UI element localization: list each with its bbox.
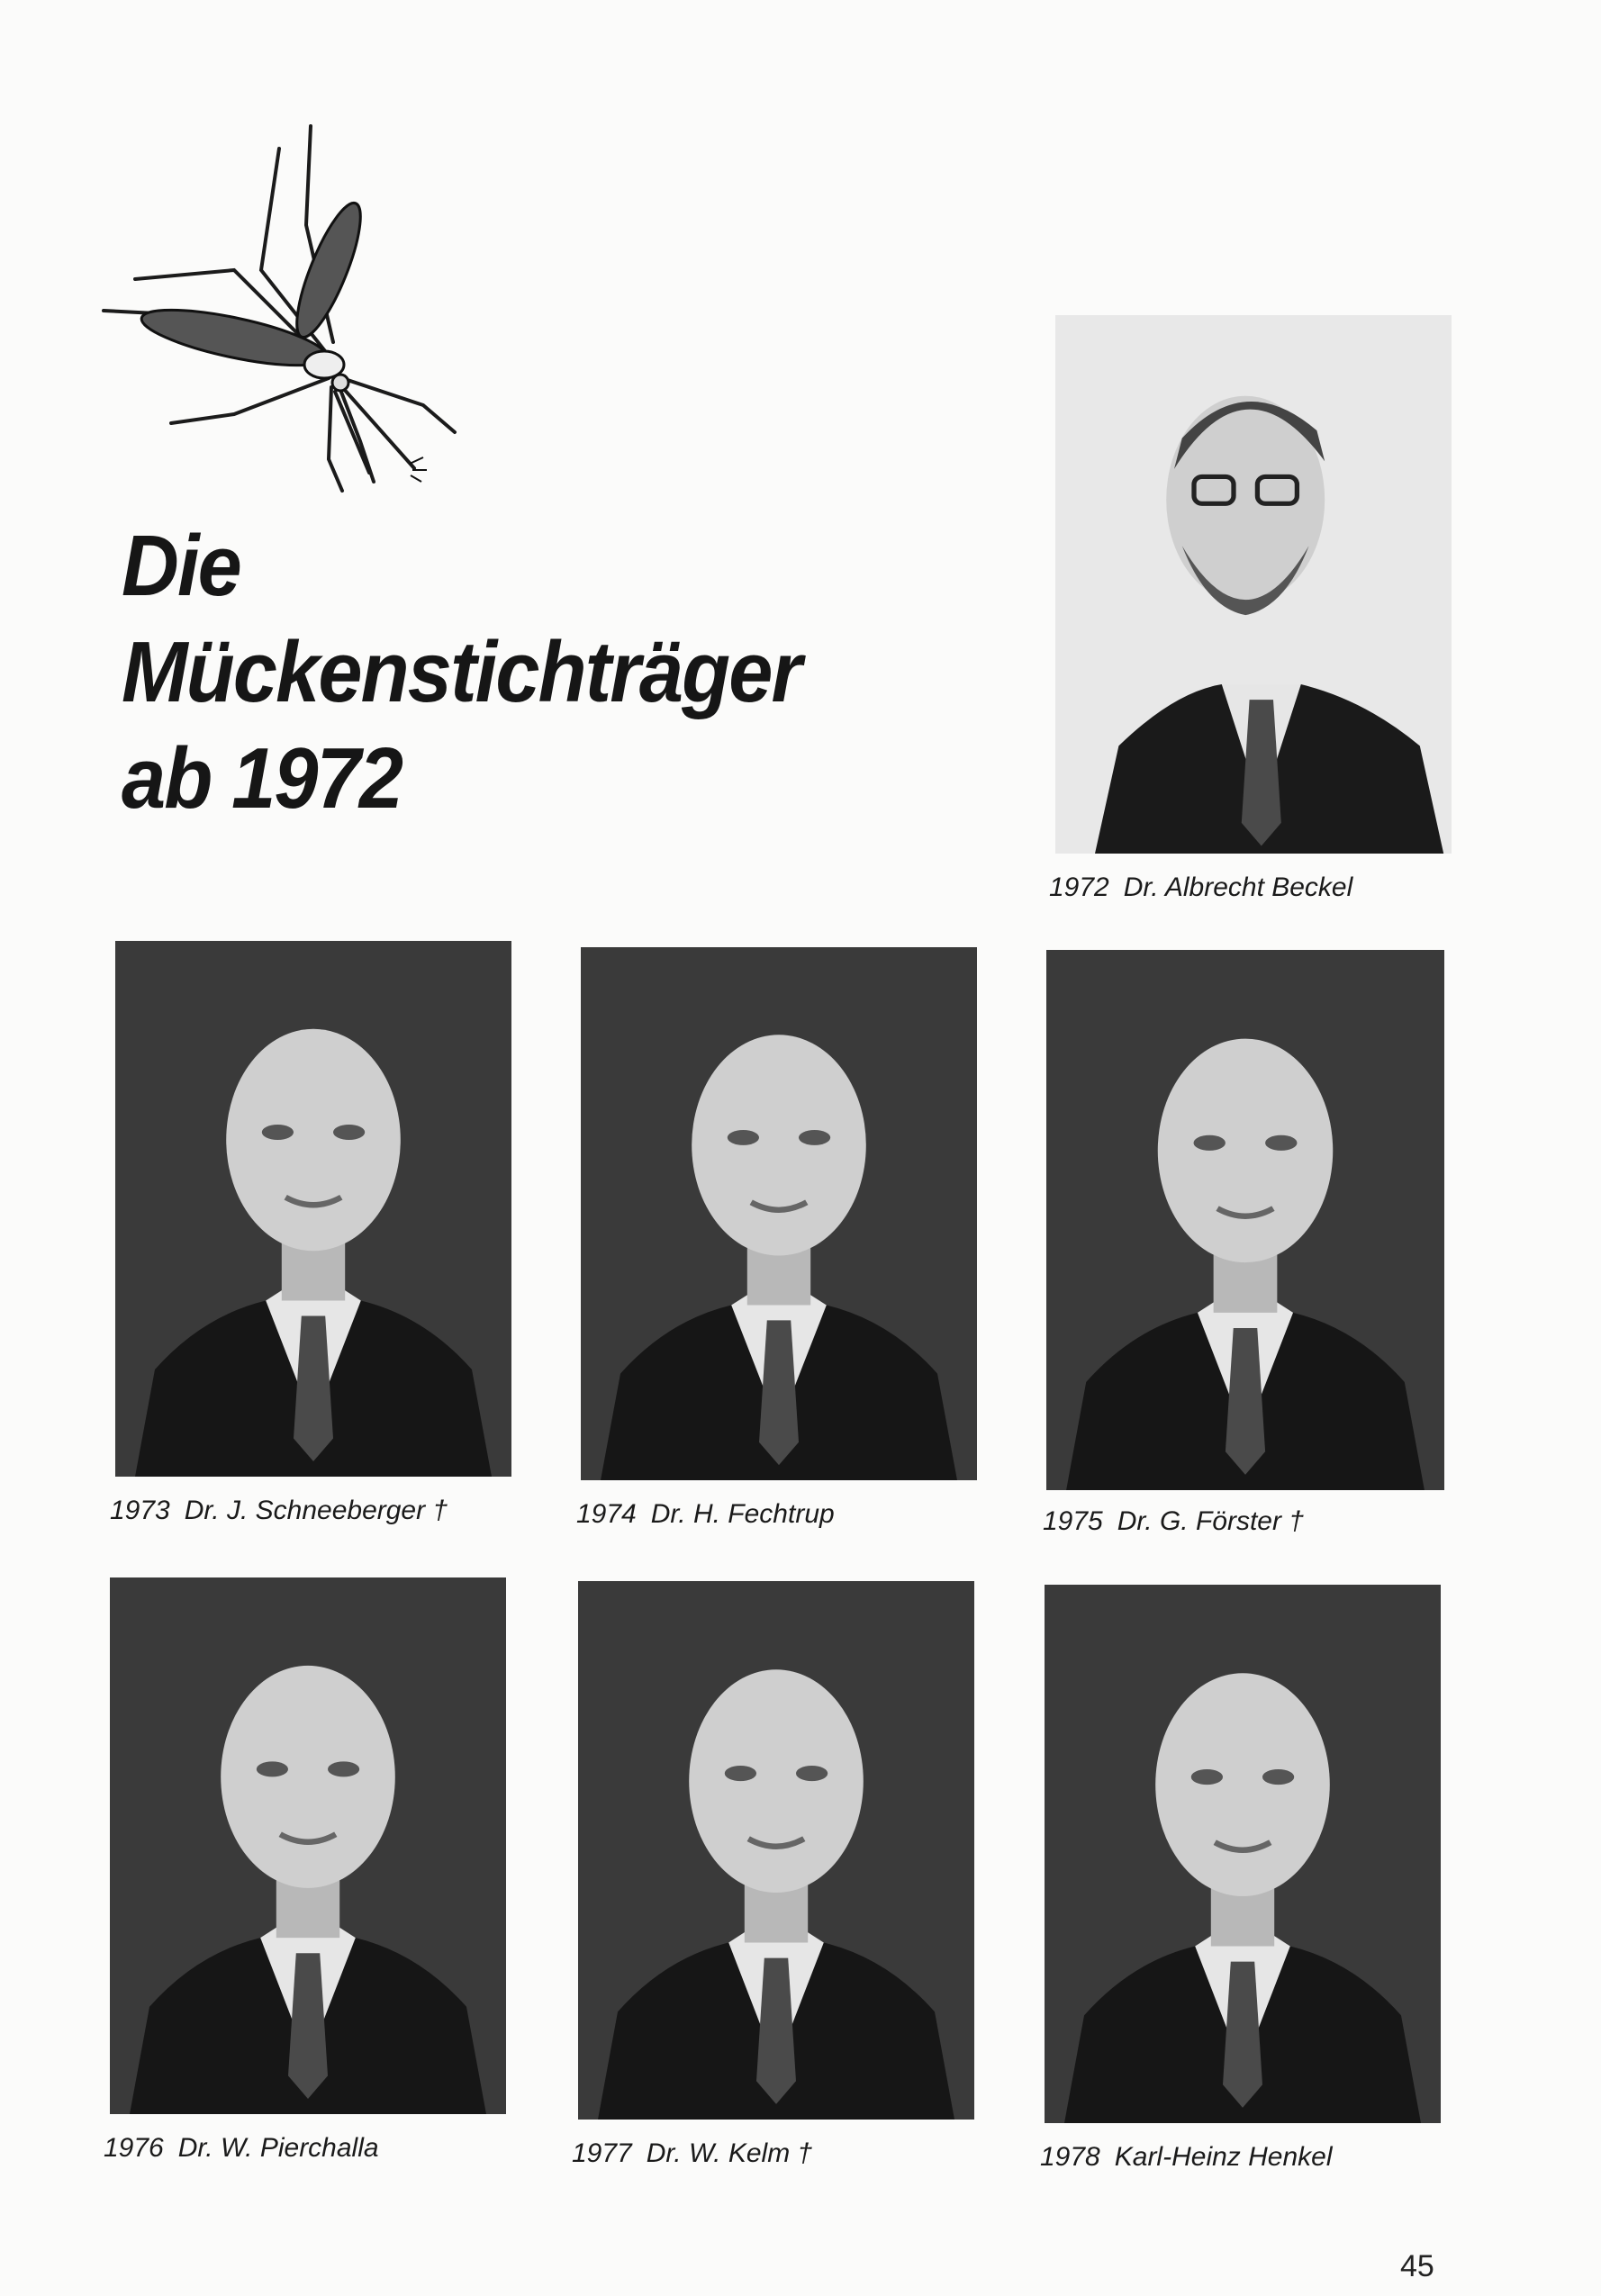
- portrait-photo-1977: [578, 1581, 974, 2120]
- caption-name: Dr. Albrecht Beckel: [1123, 872, 1353, 902]
- caption-year: 1978: [1040, 2142, 1100, 2172]
- portrait-caption-1973: [110, 1495, 448, 1527]
- portrait-image: [110, 1577, 506, 2114]
- caption-year: 1976: [104, 2133, 164, 2163]
- portrait-caption-1972: [1049, 872, 1352, 904]
- deceased-mark: †: [1289, 1506, 1305, 1536]
- page-number: 45: [1400, 2249, 1434, 2283]
- portrait-photo-1974: [581, 947, 977, 1480]
- caption-name: Dr. H. Fechtrup: [650, 1499, 835, 1529]
- portrait-photo-1975: [1046, 950, 1444, 1490]
- portrait-photo-1976: [110, 1577, 506, 2114]
- caption-year: 1974: [576, 1499, 637, 1529]
- caption-year: 1975: [1043, 1506, 1103, 1536]
- page-title: [122, 513, 800, 832]
- portrait-image: [578, 1581, 974, 2120]
- title-line-1: Die: [122, 518, 240, 614]
- portrait-image: [1055, 315, 1452, 854]
- portrait-image: [1046, 950, 1444, 1490]
- portrait-caption-1976: [104, 2132, 379, 2165]
- portrait-caption-1978: [1040, 2141, 1333, 2174]
- portrait-caption-1977: [572, 2138, 812, 2170]
- portrait-image: [115, 941, 511, 1477]
- title-line-3: ab 1972: [122, 730, 403, 827]
- portrait-caption-1974: [576, 1498, 835, 1531]
- caption-name: Dr. W. Kelm: [646, 2138, 791, 2168]
- caption-name: Dr. W. Pierchalla: [177, 2133, 379, 2163]
- portrait-image: [1045, 1585, 1441, 2123]
- deceased-mark: †: [797, 2138, 813, 2168]
- mosquito-icon: [99, 117, 477, 504]
- portrait-photo-1978: [1045, 1585, 1441, 2123]
- portrait-photo-1973: [115, 941, 511, 1477]
- portrait-photo-1972: [1055, 315, 1452, 854]
- caption-year: 1977: [572, 2138, 632, 2168]
- title-line-2: Mückenstichträger: [122, 624, 801, 720]
- deceased-mark: †: [432, 1496, 448, 1525]
- caption-year: 1973: [110, 1496, 170, 1525]
- caption-name: Dr. J. Schneeberger: [184, 1496, 426, 1525]
- caption-name: Karl-Heinz Henkel: [1114, 2142, 1333, 2172]
- caption-name: Dr. G. Förster: [1117, 1506, 1281, 1536]
- portrait-image: [581, 947, 977, 1480]
- caption-year: 1972: [1049, 872, 1109, 902]
- portrait-caption-1975: [1043, 1505, 1304, 1538]
